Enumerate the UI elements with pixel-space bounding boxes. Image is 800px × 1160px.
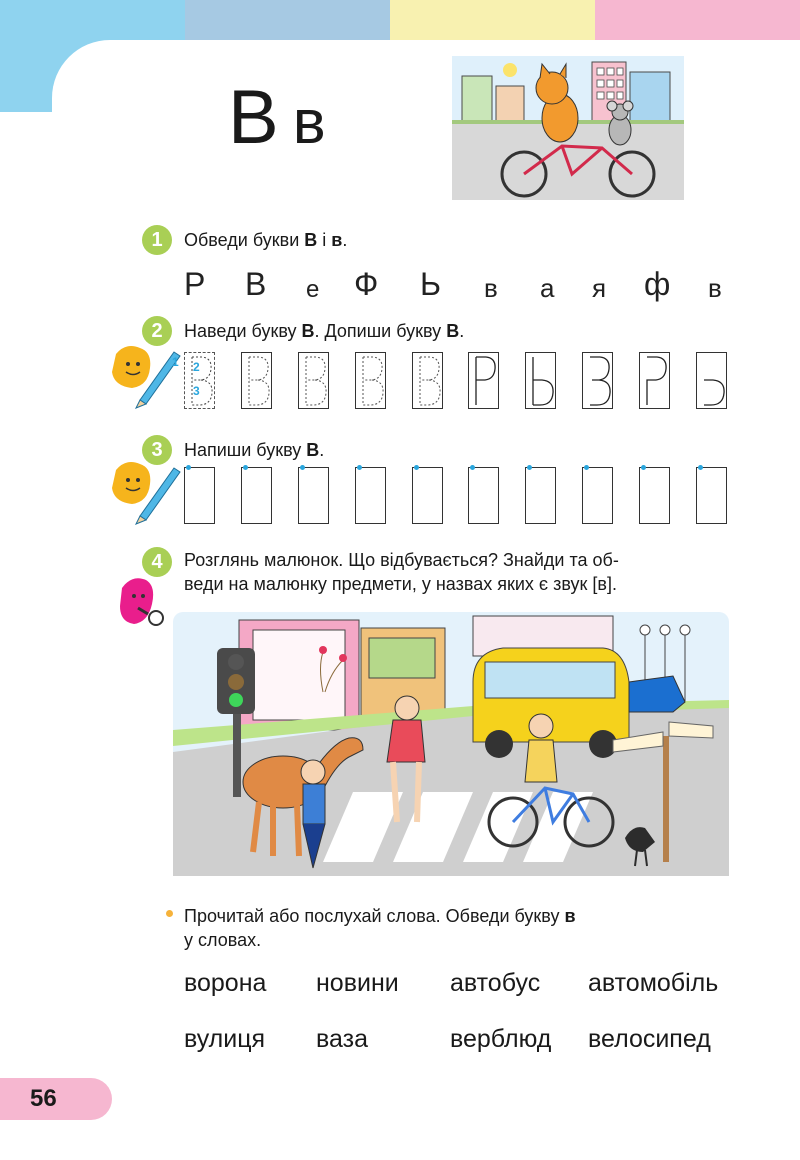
write-cell[interactable] xyxy=(184,467,215,524)
word-item[interactable]: ваза xyxy=(316,1025,368,1053)
title-lower: в xyxy=(292,88,326,157)
pencil-mascot-icon xyxy=(106,342,182,410)
letter-item[interactable]: Ь xyxy=(420,266,441,302)
task-4-number: 4 xyxy=(142,547,172,577)
word-item[interactable]: новини xyxy=(316,969,399,997)
write-cell[interactable] xyxy=(241,467,272,524)
write-cell[interactable] xyxy=(525,467,556,524)
letter-item[interactable]: Ф xyxy=(354,266,379,302)
letter-item[interactable]: е xyxy=(306,276,320,303)
task-1-letters xyxy=(184,264,730,304)
letter-item[interactable]: в xyxy=(484,273,498,303)
write-cell[interactable] xyxy=(298,467,329,524)
task-1-number: 1 xyxy=(142,225,172,255)
page-number: 56 xyxy=(30,1085,57,1112)
trace-cell[interactable] xyxy=(241,352,272,409)
write-cell[interactable] xyxy=(582,467,613,524)
letter-item[interactable]: я xyxy=(592,273,607,303)
word-item[interactable]: автомобіль xyxy=(588,969,719,997)
header-band-yellow xyxy=(390,0,595,40)
word-item[interactable]: верблюд xyxy=(450,1025,552,1053)
stroke-label-1: 1 xyxy=(172,355,179,369)
letter-item[interactable]: в xyxy=(708,273,722,303)
complete-cell[interactable] xyxy=(582,352,613,409)
task-2-instruction: Наведи букву В. Допиши букву В. xyxy=(184,321,465,341)
word-item[interactable]: ворона xyxy=(184,969,267,997)
trace-cell[interactable] xyxy=(298,352,329,409)
complete-cell[interactable] xyxy=(525,352,556,409)
header-band-pink xyxy=(595,0,800,40)
bullet-marker xyxy=(166,910,173,917)
write-cell[interactable] xyxy=(412,467,443,524)
task-1-instruction: Обведи букви В і в. xyxy=(184,230,348,250)
pencil-mascot-icon xyxy=(106,458,182,526)
complete-cell[interactable] xyxy=(696,352,727,409)
complete-cell[interactable] xyxy=(468,352,499,409)
write-cell[interactable] xyxy=(468,467,499,524)
write-cell[interactable] xyxy=(639,467,670,524)
trace-cell[interactable] xyxy=(412,352,443,409)
header-band-steel xyxy=(185,0,390,40)
stroke-label-3: 3 xyxy=(193,384,200,398)
write-cell[interactable] xyxy=(696,467,727,524)
stroke-label-2: 2 xyxy=(193,360,200,374)
complete-cell[interactable] xyxy=(639,352,670,409)
word-item[interactable]: автобус xyxy=(450,969,541,997)
cat-mouse-bicycle-illustration xyxy=(452,56,684,200)
letter-item[interactable]: В xyxy=(245,266,267,302)
task-3-number: 3 xyxy=(142,435,172,465)
magnifier-mascot-icon xyxy=(116,574,168,634)
word-item[interactable]: вулиця xyxy=(184,1025,266,1053)
bullet-instruction: Прочитай або послухай слова. Обведи букву в у словах. xyxy=(184,906,576,950)
letter-item[interactable]: ф xyxy=(644,266,671,302)
trace-cell[interactable] xyxy=(355,352,386,409)
task-2-number: 2 xyxy=(142,316,172,346)
letter-item[interactable]: а xyxy=(540,273,555,303)
task-3-instruction: Напиши букву В. xyxy=(184,440,325,460)
page-title-letter xyxy=(228,75,326,163)
letter-item[interactable]: Р xyxy=(184,266,206,302)
word-item[interactable]: велосипед xyxy=(588,1025,711,1053)
write-cell[interactable] xyxy=(355,467,386,524)
street-scene-illustration xyxy=(173,612,729,876)
task-4-instruction: Розглянь малюнок. Що відбувається? Знайди та об- веди на малюнку предмети, у назвах яких є звук [в]. xyxy=(184,550,619,594)
title-upper: В xyxy=(228,75,279,160)
